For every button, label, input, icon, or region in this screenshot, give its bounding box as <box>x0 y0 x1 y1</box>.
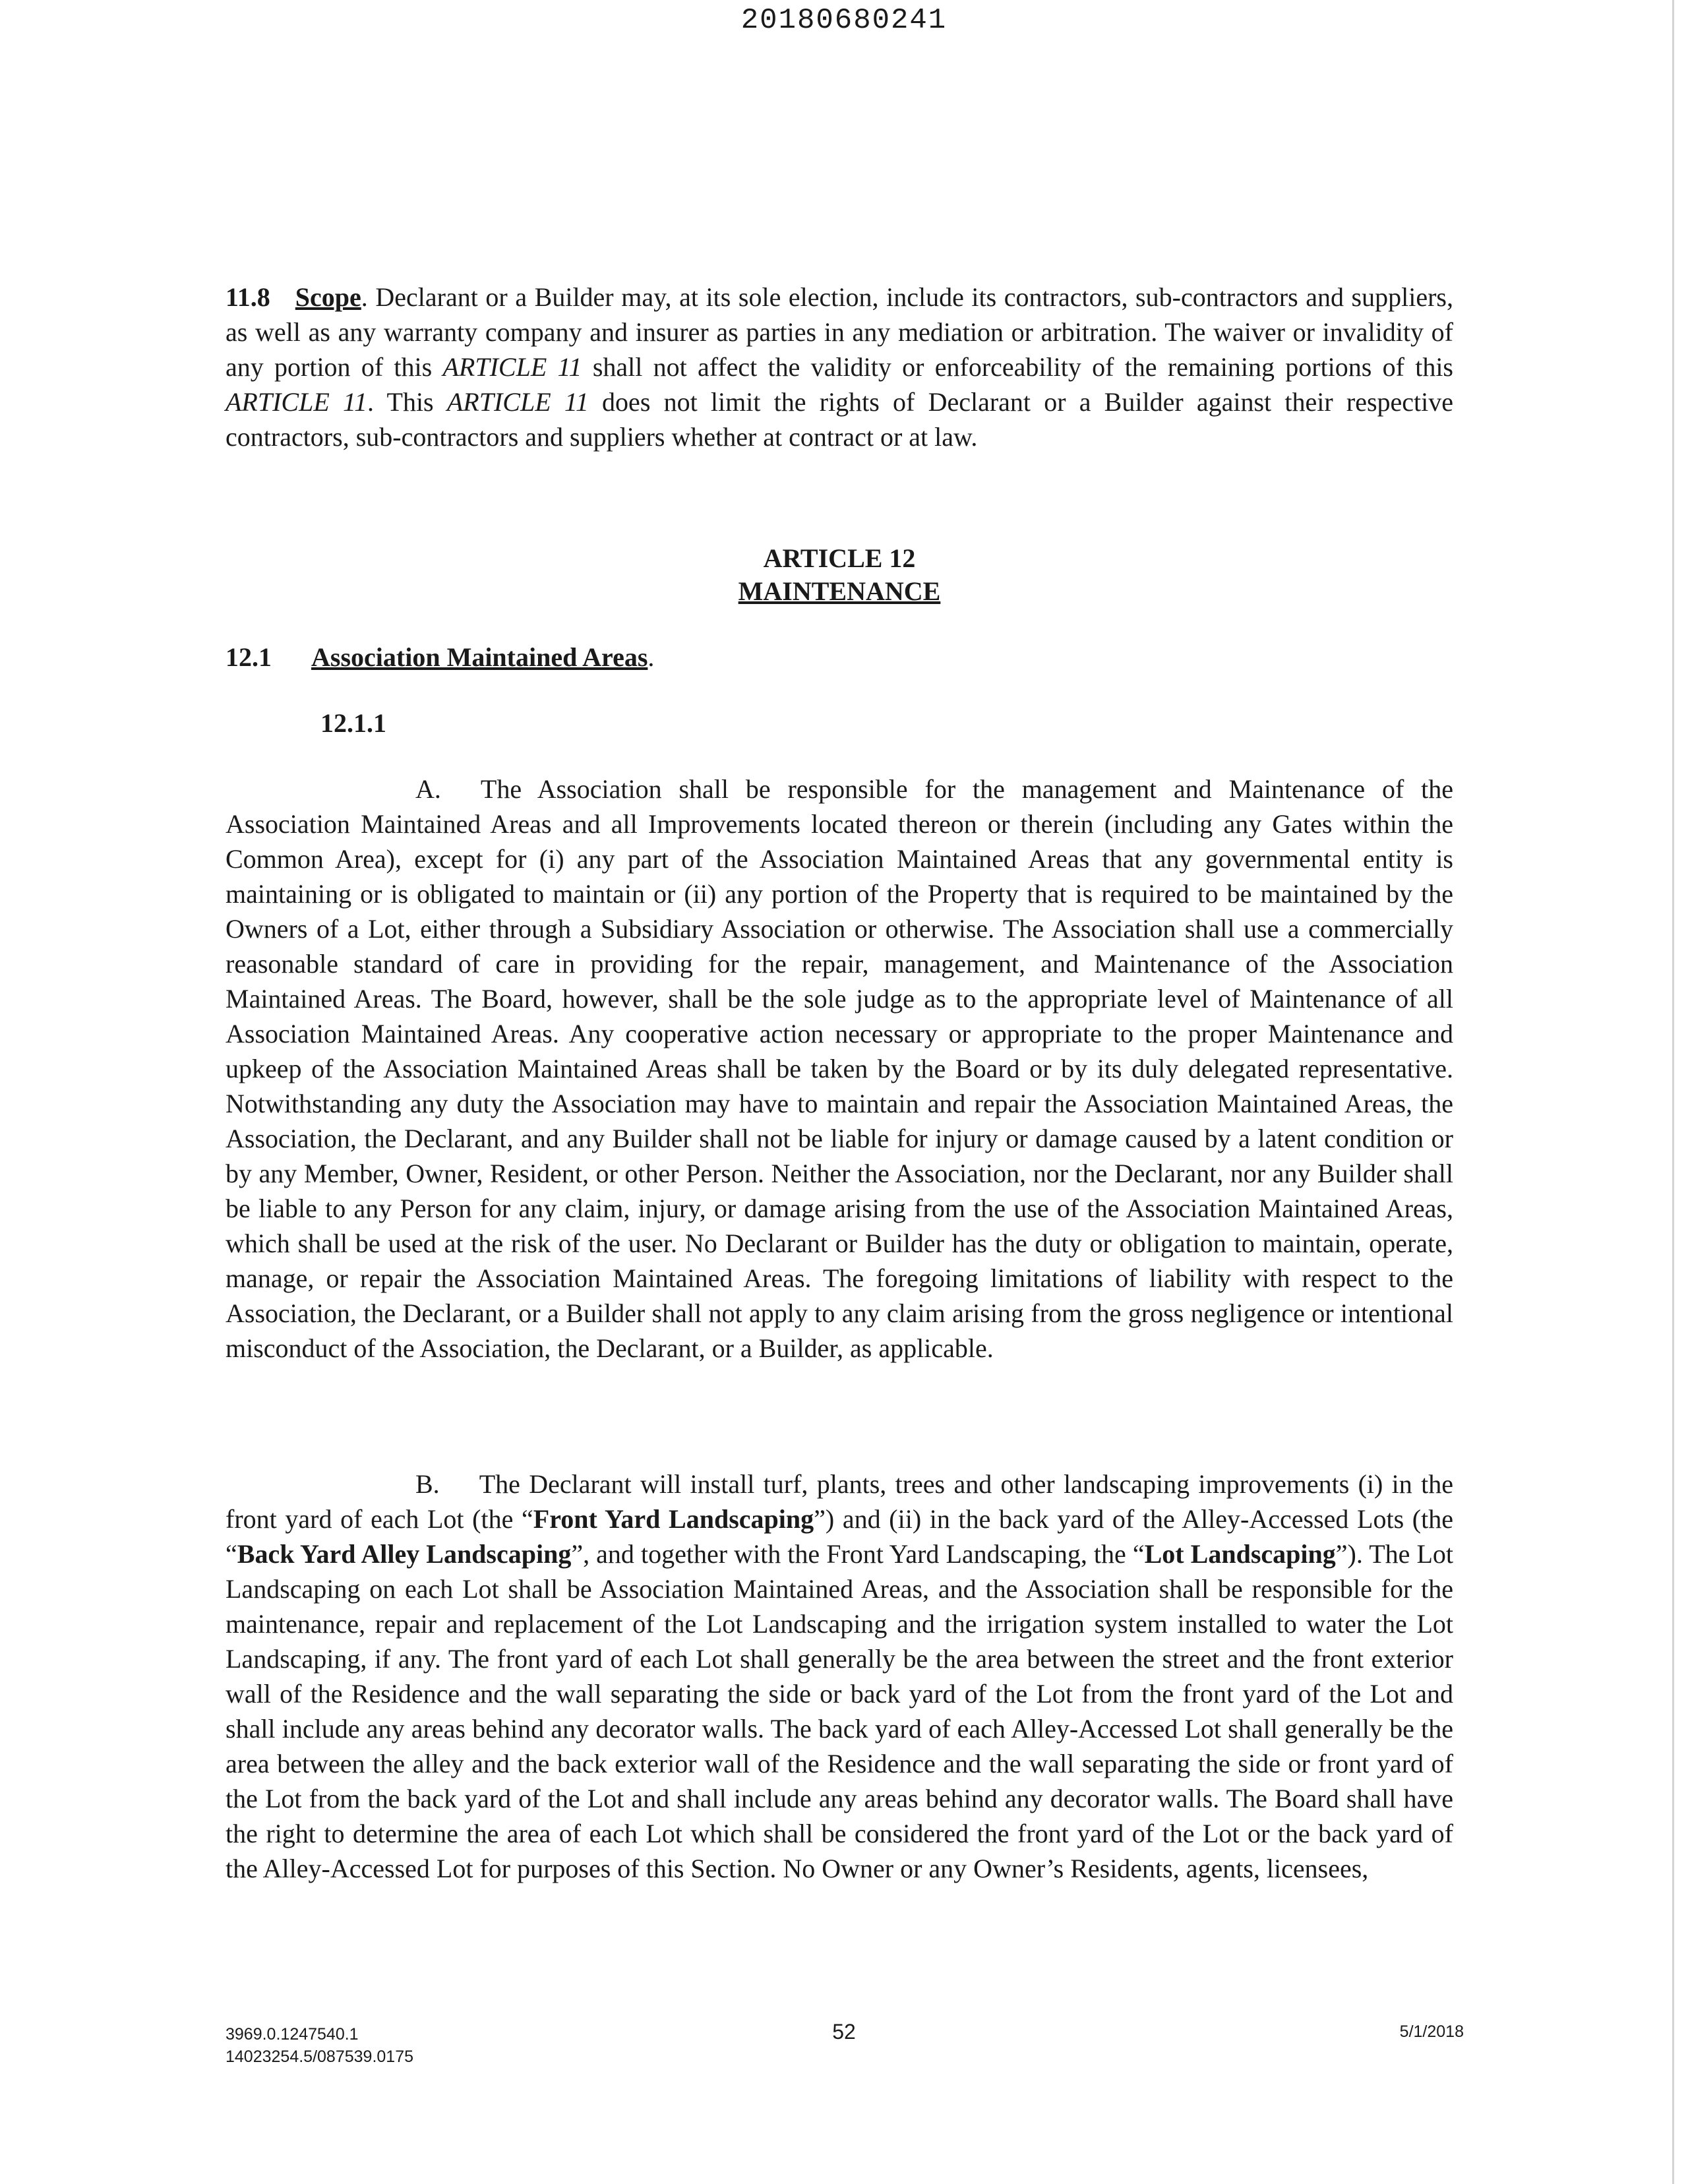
body-text: shall not affect the validity or enforceability of the remaining portions of this <box>582 352 1453 382</box>
paragraph-a <box>226 772 1453 1366</box>
article-reference: ARTICLE 11 <box>446 387 589 417</box>
paragraph-label: B. <box>415 1469 440 1499</box>
footer-ref-1: 3969.0.1247540.1 <box>226 2025 359 2044</box>
section-number: 12.1 <box>226 642 272 672</box>
section-12-1-heading <box>226 640 1453 675</box>
body-text: ”, and together with the Front Yard Landscaping, the “ <box>571 1539 1145 1569</box>
paragraph-b <box>226 1467 1453 1886</box>
section-title: Association Maintained Areas <box>311 642 648 672</box>
section-number: 11.8 <box>226 282 270 312</box>
body-text: . This <box>367 387 447 417</box>
paragraph-b-text <box>226 1467 1453 1886</box>
article-title: MAINTENANCE <box>738 576 941 606</box>
article-number: ARTICLE 12 <box>763 543 916 573</box>
body-text: . Declarant or a Builder may, at its sole election, include its contractors, sub-contractors and suppliers, as well as any warranty company and insurer as parties in any mediation or arbitration. The waiver or invalidity of any portion of this <box>226 282 1453 382</box>
defined-term: Back Yard Alley Landscaping <box>237 1539 572 1569</box>
paragraph-label: A. <box>415 774 441 804</box>
section-11-8 <box>226 280 1453 454</box>
defined-term: Lot Landscaping <box>1144 1539 1336 1569</box>
footer-references <box>226 2023 413 2068</box>
body-text: does not limit the rights of Declarant or a Builder against their respective contractors, sub-contractors and suppliers whether at contract or at law. <box>226 387 1453 452</box>
body-text: ”). The Lot Landscaping on each Lot shall be Association Maintained Areas, and the Association shall be responsible for the maintenance, repair and replacement of the Lot Landscaping and the irrigation system installed to water the Lot Landscaping, if any. The front yard of each Lot shall generally be the area between the street and the front exterior wall of the Residence and the wall separating the side or back yard of the Lot from the front yard of the Lot and shall include any areas behind any decorator walls. The back yard of each Alley-Accessed Lot shall generally be the area between the alley and the back exterior wall of the Residence and the wall separating the side or front yard of the Lot from the back yard of the Lot and shall include any areas behind any decorator walls. The Board shall have the right to determine the area of each Lot which shall be considered the front yard of the Lot or the back yard of the Alley-Accessed Lot for purposes of this Section. No Owner or any Owner’s Residents, agents, licensees, <box>226 1539 1453 1883</box>
body-text: ”) and (ii) in the back yard of the Alley-Accessed Lots (the “ <box>226 1504 1453 1569</box>
page-number: 52 <box>832 2020 856 2044</box>
subsection-number: 12.1.1 <box>320 708 386 738</box>
section-title: Scope <box>295 282 361 312</box>
defined-term: Front Yard Landscaping <box>533 1504 814 1534</box>
footer-date: 5/1/2018 <box>1399 2022 1464 2041</box>
footer-ref-2: 14023254.5/087539.0175 <box>226 2048 414 2066</box>
paragraph-a-text <box>226 772 1453 1366</box>
body-text: The Declarant will install turf, plants, trees and other landscaping improvements (i) in the front yard of each Lot (the “ <box>226 1469 1453 1534</box>
body-text: The Association shall be responsible for the management and Maintenance of the Association Maintained Areas and all Improvements located thereon or therein (including any Gates within the Common Area), except for (i) any part of the Association Maintained Areas that any governmental entity is maintaining or is obligated to maintain or (ii) any portion of the Property that is required to be maintained by the Owners of a Lot, either through a Subsidiary Association or otherwise. The Association shall use a commercially reasonable standard of care in providing for the repair, management, and Maintenance of the Association Maintained Areas. The Board, however, shall be the sole judge as to the appropriate level of Maintenance of all Association Maintained Areas. Any cooperative action necessary or appropriate to the proper Maintenance and upkeep of the Association Maintained Areas shall be taken by the Board or by its duly delegated representative. Notwithstanding any duty the Association may have to maintain and repair the Association Maintained Areas, the Association, the Declarant, and any Builder shall not be liable for injury or damage caused by a latent condition or by any Member, Owner, Resident, or other Person. Neither the Association, nor the Declarant, nor any Builder shall be liable to any Person for any claim, injury, or damage arising from the use of the Association Maintained Areas, which shall be used at the risk of the user. No Declarant or Builder has the duty or obligation to maintain, operate, manage, or repair the Association Maintained Areas. The foregoing limitations of liability with respect to the Association, the Declarant, or a Builder shall not apply to any claim arising from the gross negligence or intentional misconduct of the Association, the Declarant, or a Builder, as applicable. <box>226 774 1453 1363</box>
article-reference: ARTICLE 11 <box>226 387 368 417</box>
heading-period: . <box>648 642 655 672</box>
subsection-12-1-1 <box>320 706 1548 741</box>
article-reference: ARTICLE 11 <box>442 352 582 382</box>
section-11-8-paragraph <box>226 280 1453 454</box>
article-heading <box>226 541 1453 613</box>
scan-edge <box>1672 0 1674 2184</box>
document-number: 20180680241 <box>740 4 948 37</box>
